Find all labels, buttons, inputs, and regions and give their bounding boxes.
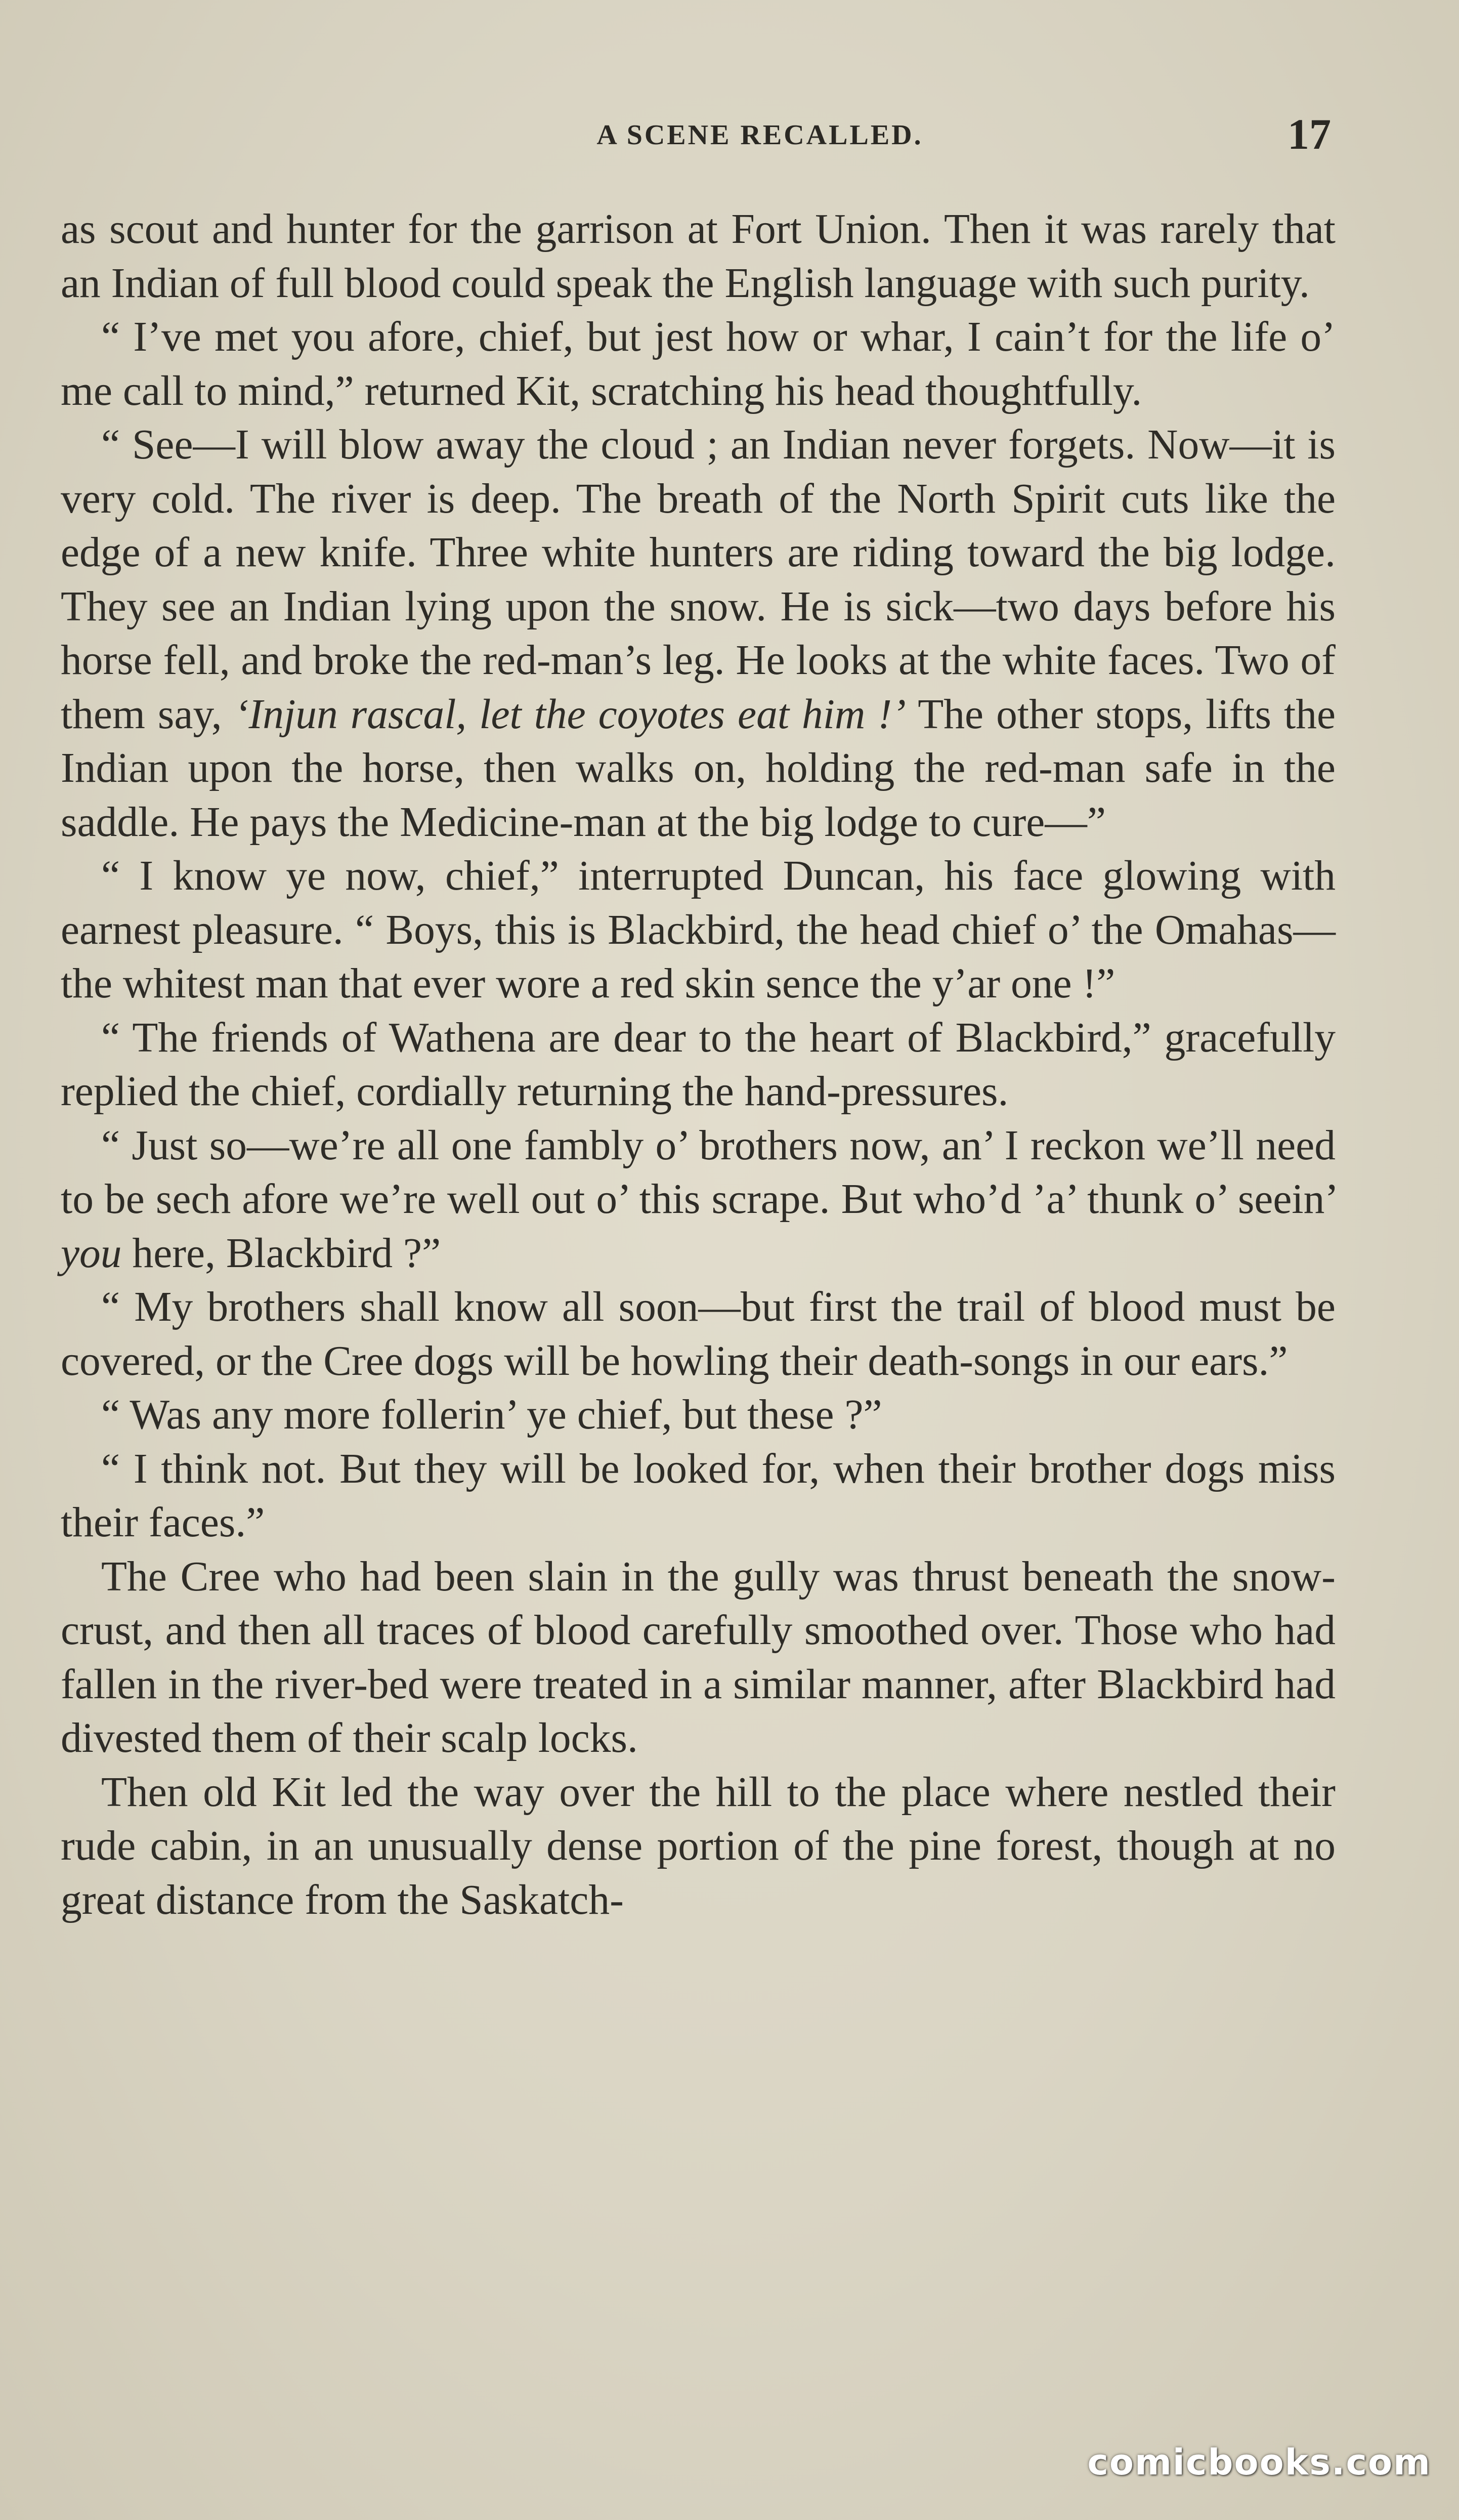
text-run: “ I think not. But they will be looked for, when their brother dogs miss their faces.” xyxy=(61,1445,1336,1546)
page-header xyxy=(0,109,1459,164)
body-text xyxy=(61,202,1336,1927)
paragraph xyxy=(61,310,1336,418)
text-run: here, Blackbird ?” xyxy=(121,1230,441,1277)
italic-text: ‘Injun rascal, let the coyotes eat him !’ xyxy=(234,691,906,738)
paragraph xyxy=(61,1442,1336,1550)
text-run: “ Was any more follerin’ ye chief, but these ?” xyxy=(101,1392,882,1438)
text-run: “ I’ve met you afore, chief, but jest how or whar, I cain’t for the life o’ me call to mind,” returned Kit, scratching his head thoughtfully. xyxy=(61,314,1336,414)
text-run: The Cree who had been slain in the gully was thrust beneath the snow-crust, and then all traces of blood carefully smoothed over. Those who had fallen in the river-bed were treated in a similar manner, after Blackbird had divested them of their scalp locks. xyxy=(61,1553,1336,1761)
paragraph xyxy=(61,1119,1336,1281)
paragraph xyxy=(61,418,1336,849)
text-run: as scout and hunter for the garrison at Fort Union. Then it was rarely that an Indian of full blood could speak the English language with such purity. xyxy=(61,206,1336,307)
text-run: Then old Kit led the way over the hill to the place where nestled their rude cabin, in an unusually dense portion of the pine forest, though at no great distance from the Saskatch- xyxy=(61,1769,1336,1923)
text-run: “ The friends of Wathena are dear to the heart of Blackbird,” gracefully replied the chief, cordially returning the hand-pressures. xyxy=(61,1014,1336,1115)
paragraph xyxy=(61,849,1336,1011)
text-run: “ I know ye now, chief,” interrupted Duncan, his face glowing with earnest pleasure. “ Boys, this is Blackbird, the head chief o’ the Omahas—the whitest man that ever wore a red skin sence the y’ar one !” xyxy=(61,853,1336,1007)
text-run: “ Just so—we’re all one fambly o’ brothers now, an’ I reckon we’ll need to be sech afore we’re well out o’ this scrape. But who’d ’a’ thunk o’ seein’ xyxy=(61,1122,1336,1223)
paragraph xyxy=(61,1011,1336,1119)
text-run: The other stops, lifts the Indian upon the horse, then walks on, holding the red-man safe in the saddle. He pays the Medicine-man at the big lodge to cure—” xyxy=(61,691,1336,846)
paragraph xyxy=(61,1388,1336,1442)
paragraph xyxy=(61,1766,1336,1927)
paragraph xyxy=(61,1280,1336,1388)
watermark-logo: comicbooks.com xyxy=(1087,2442,1431,2483)
running-head: A SCENE RECALLED. xyxy=(596,119,923,151)
text-run: “ My brothers shall know all soon—but first the trail of blood must be covered, or the Cree dogs will be howling their death-songs in our ears.” xyxy=(61,1284,1336,1384)
text-run: “ See—I will blow away the cloud ; an Indian never forgets. Now—it is very cold. The river is deep. The breath of the North Spirit cuts like the edge of a new knife. Three white hunters are riding toward the big lodge. They see an Indian lying upon the snow. He is sick—two days before his horse fell, and broke the red-man’s leg. He looks at the white faces. Two of them say, xyxy=(61,422,1336,738)
italic-text: you xyxy=(61,1230,122,1277)
paragraph xyxy=(61,1550,1336,1766)
paragraph xyxy=(61,202,1336,310)
page-number: 17 xyxy=(1288,110,1331,158)
